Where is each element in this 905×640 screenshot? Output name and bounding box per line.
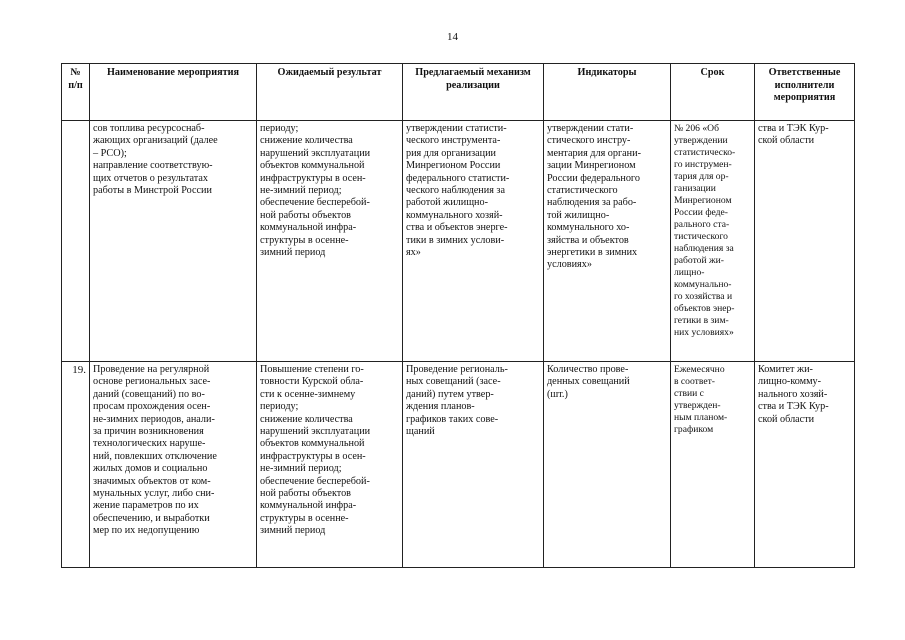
table-row	[62, 362, 855, 568]
header-indicators: Индикаторы	[544, 64, 671, 121]
table-header-row	[62, 64, 855, 121]
page-number: 14	[447, 31, 458, 43]
term-cell: № 206 «Об утверждении статистическо- го инструмен- тария для ор- ганизации Минрегионом России феде- рального ста- тистического наблюдения за работой жи- лищно- коммунально- го хозяйства и объектов энер- гетики в зим- них условиях»	[674, 123, 736, 338]
expected-result-cell: Повышение степени го- товности Курской обла- сти к осенне-зимнему периоду; снижение количества нарушений эксплуатации объектов коммунальной инфраструктуры в осен- не-зимний период; обеспечение бесперебой- ной работы объектов коммунальной инфра- структуры в осенне- зимний период	[260, 364, 371, 537]
term-cell: Ежемесячно в соответ- ствии с утвержден- ным планом- графиком	[674, 364, 728, 435]
table-row	[62, 121, 855, 362]
responsible-cell: Комитет жи- лищно-комму- нального хозяй- ства и ТЭК Кур- ской области	[758, 364, 829, 425]
row-number	[62, 121, 90, 362]
event-name-cell: Проведение на регулярной основе региональных засе- даний (совещаний) по во- просам прохождения осен- не-зимних периодов, анали- за причин возникновения технологических наруше- ний, повлекших отключение жилых домов и социально значимых объектов от ком- мунальных услуг, либо сни- жение параметров по их обеспечению, и выработки мер по их недопущению	[93, 364, 217, 537]
header-term: Срок	[671, 64, 755, 121]
indicators-cell: утверждении стати- стического инстру- ментария для органи- зации Минрегионом России федерального статистического наблюдения за рабо- той жилищно- коммунального хо- зяйства и объектов энергетики в зимних условиях»	[547, 123, 641, 271]
indicators-cell: Количество прове- денных совещаний (шт.)	[547, 364, 630, 400]
events-table	[61, 63, 855, 568]
responsible-cell: ства и ТЭК Кур- ской области	[758, 123, 829, 147]
event-name-cell: сов топлива ресурсоснаб- жающих организаций (далее – РСО); направление соответствую- щих отчетов о результатах работы в Минстрой России	[93, 123, 218, 197]
header-expected-result: Ожидаемый результат	[257, 64, 403, 121]
mechanism-cell: утверждении статисти- ческого инструмента- рия для организации Минрегионом России федерального статисти- ческого наблюдения за работой жилищно- коммунального хозяй- ства и объектов энерге- тики в зимних услови- ях»	[406, 123, 510, 259]
expected-result-cell: периоду; снижение количества нарушений эксплуатации объектов коммунальной инфраструктуры в осен- не-зимний период; обеспечение бесперебой- ной работы объектов коммунальной инфра- структуры в осенне- зимний период	[260, 123, 371, 259]
mechanism-cell: Проведение региональ- ных совещаний (засе- даний) путем утвер- ждения планов- графиков таких сове- щаний	[406, 364, 508, 438]
header-number: № п/п	[62, 64, 90, 121]
header-responsible: Ответственные исполнители мероприятия	[755, 64, 855, 121]
header-mechanism: Предлагаемый механизм реализации	[403, 64, 544, 121]
header-event-name: Наименование мероприятия	[90, 64, 257, 121]
row-number: 19.	[62, 362, 90, 568]
